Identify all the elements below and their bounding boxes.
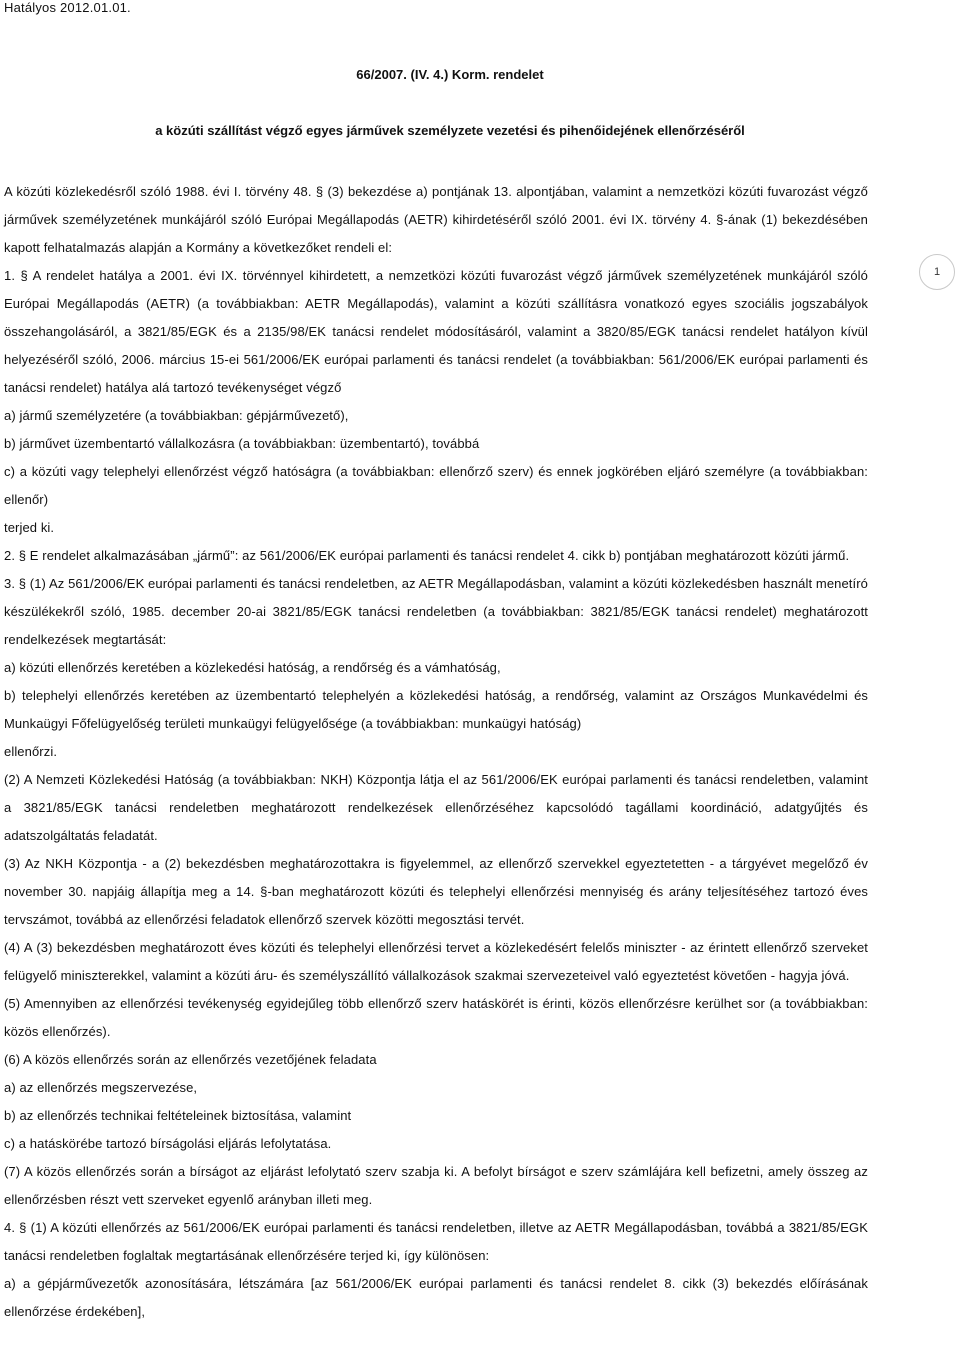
list-item: b) az ellenőrzés technikai feltételeinek biztosítása, valamint <box>4 1108 352 1123</box>
list-item: c) a hatáskörébe tartozó bírságolási eljárás lefolytatása. <box>4 1136 332 1151</box>
section-4-paragraph: 4. § (1) A közúti ellenőrzés az 561/2006/EK európai parlamenti és tanácsi rendeletben, illetve az AETR Megállapodásban, továbbá a 3821/85/EGK tanácsi rendeletben foglaltak megtartásának ellenőrzésére terjed ki, így különösen: <box>4 1220 868 1263</box>
list-item: c) a közúti vagy telephelyi ellenőrzést végző hatóságra (a továbbiakban: ellenőrző szerv) és ennek jogkörében eljáró személyre (a továbbiakban: ellenőr) <box>4 464 868 507</box>
section-1-paragraph: 1. § A rendelet hatálya a 2001. évi IX. törvénnyel kihirdetett, a nemzetközi közúti fuvarozást végző járművek személyzetének munkájáról szóló Európai Megállapodás (AETR) (a továbbiakban: AETR Megállapodás), valamint a közúti szállításra vonatkozó egyes szociális jogszabályok összehangolásáról, a 3821/85/EGK és a 2135/98/EK tanácsi rendelet módosításáról, valamint a 3820/85/EGK tanácsi rendelet hatályon kívül helyezéséről szóló, 2006. március 15-ei 561/2006/EK európai parlamenti és tanácsi rendelet (a továbbiakban: 561/2006/EK európai parlamenti és tanácsi rendelet) hatálya alá tartozó tevékenységet végző <box>4 268 868 395</box>
paragraph: (3) Az NKH Központja - a (2) bekezdésben meghatározottakra is figyelemmel, az ellenőrző szervekkel egyeztetetten - a tárgyévet megelőző év november 30. napjáig állapítja meg a 14. §-ban meghatározott közúti és telephelyi ellenőrzési mennyiség és arány teljesítéséhez tartozó éves tervszámot, továbbá az ellenőrzési feladatok ellenőrző szervek közötti megosztási tervét. <box>4 856 868 927</box>
paragraph: (4) A (3) bekezdésben meghatározott éves közúti és telephelyi ellenőrzési tervet a közlekedésért felelős miniszter - az érintett ellenőrző szerveket felügyelő miniszterekkel, valamint a közúti áru- és személyszállító vállalkozások szakmai szervezeteivel való egyeztetést követően - hagyja jóvá. <box>4 940 868 983</box>
document-body <box>4 178 868 1326</box>
list-item: b) telephelyi ellenőrzés keretében az üzembentartó telephelyén a közlekedési hatóság, a rendőrség, valamint az Országos Munkavédelmi és Munkaügyi Főfelügyelőség területi munkaügyi felügyelősége (a továbbiakban: munkaügyi hatóság) <box>4 688 868 731</box>
decree-subject-title: a közúti szállítást végző egyes járművek személyzete vezetési és pihenőidejének ellenőrzéséről <box>155 123 745 138</box>
section-2-paragraph: 2. § E rendelet alkalmazásában „jármű”: az 561/2006/EK európai parlamenti és tanácsi rendelet 4. cikk b) pontjában meghatározott közúti jármű. <box>4 548 850 563</box>
paragraph: ellenőrzi. <box>4 744 58 759</box>
section-3-paragraph: 3. § (1) Az 561/2006/EK európai parlamenti és tanácsi rendeletben, az AETR Megállapodásban, valamint a közúti közlekedésben használt menetíró készülékekről szóló, 1985. december 20-ai 3821/85/EGK tanácsi rendeletben (a továbbiakban: 3821/85/EGK tanácsi rendelet) meghatározott rendelkezések megtartását: <box>4 576 868 647</box>
paragraph: (7) A közös ellenőrzés során a bírságot az eljárást lefolytató szerv szabja ki. A befolyt bírságot e szerv számlájára kell befizetni, amely összeg az ellenőrzésben részt vett szerveket egyenlő arányban illeti meg. <box>4 1164 868 1207</box>
decree-number-title: 66/2007. (IV. 4.) Korm. rendelet <box>356 67 544 82</box>
list-item: b) járművet üzembentartó vállalkozásra (a továbbiakban: üzembentartó), továbbá <box>4 436 480 451</box>
document-validity-header: Hatályos 2012.01.01. <box>4 0 131 15</box>
list-item: a) az ellenőrzés megszervezése, <box>4 1080 198 1095</box>
paragraph: (2) A Nemzeti Közlekedési Hatóság (a továbbiakban: NKH) Központja látja el az 561/2006/EK európai parlamenti és tanácsi rendeletben, valamint a 3821/85/EGK tanácsi rendeletben meghatározott rendelkezések ellenőrzéséhez kapcsolódó tagállami koordináció, adatgyűjtés és adatszolgáltatás feladatát. <box>4 772 868 843</box>
list-item: a) jármű személyzetére (a továbbiakban: gépjárművezető), <box>4 408 349 423</box>
page-number-badge: 1 <box>919 254 955 290</box>
list-item: a) a gépjárművezetők azonosítására, létszámára [az 561/2006/EK európai parlamenti és tanácsi rendelet 8. cikk (3) bekezdés előírásának ellenőrzése érdekében], <box>4 1276 868 1319</box>
preamble-paragraph: A közúti közlekedésről szóló 1988. évi I. törvény 48. § (3) bekezdése a) pontjának 13. alpontjában, valamint a nemzetközi közúti fuvarozást végző járművek személyzetének munkájáról szóló Európai Megállapodás (AETR) kihirdetéséről szóló 2001. évi IX. törvény 4. §-ának (1) bekezdésében kapott felhatalmazás alapján a Kormány a következőket rendeli el: <box>4 184 868 255</box>
paragraph: terjed ki. <box>4 520 55 535</box>
paragraph: (6) A közös ellenőrzés során az ellenőrzés vezetőjének feladata <box>4 1052 377 1067</box>
list-item: a) közúti ellenőrzés keretében a közlekedési hatóság, a rendőrség és a vámhatóság, <box>4 660 501 675</box>
paragraph: (5) Amennyiben az ellenőrzési tevékenység egyidejűleg több ellenőrző szerv hatáskörét is érinti, közös ellenőrzésre kerülhet sor (a továbbiakban: közös ellenőrzés). <box>4 996 868 1039</box>
